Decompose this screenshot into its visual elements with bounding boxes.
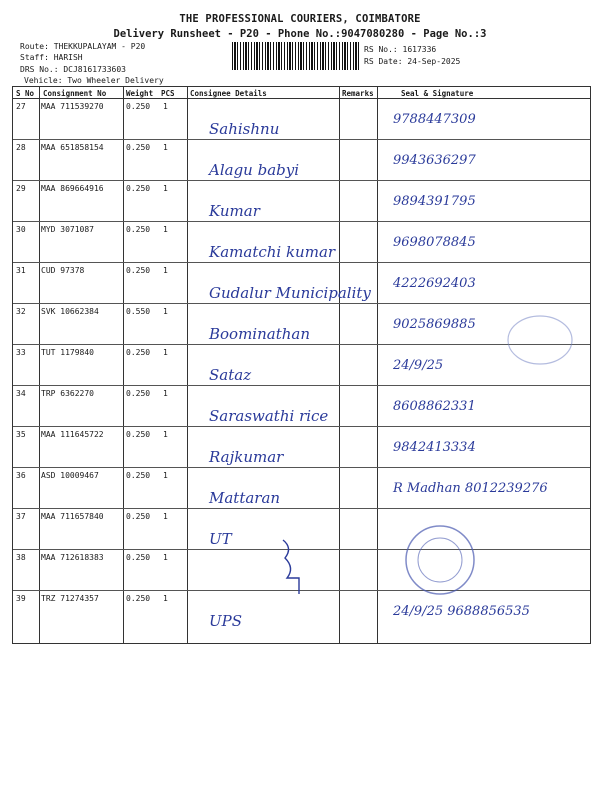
row-weight: 0.250 [126, 594, 151, 603]
company-title: THE PROFESSIONAL COURIERS, COIMBATORE [179, 13, 421, 25]
row-consignment-no: MAA 651858154 [41, 143, 104, 152]
row-signature-handwritten: R Madhan 8012239276 [393, 481, 548, 496]
row-consignment-no: TRP 6362270 [41, 389, 94, 398]
row-consignment-no: MAA 711539270 [41, 102, 104, 111]
row-divider [13, 508, 590, 509]
col-weight: Weight [126, 89, 154, 98]
route-text: Route: THEKKUPALAYAM - P20 [20, 42, 146, 51]
col-remarks: Remarks [342, 89, 374, 98]
col-consignment: Consignment No [43, 89, 107, 98]
seal-stamp-icon-2 [500, 310, 580, 370]
row-consignment-no: MAA 869664916 [41, 184, 104, 193]
row-weight: 0.250 [126, 471, 151, 480]
col-consignee: Consignee Details [190, 89, 267, 98]
row-signature-handwritten: 9943636297 [393, 153, 476, 168]
row-divider [13, 303, 590, 304]
row-divider [13, 385, 590, 386]
drs-number: DRS No.: DCJ8161733603 [20, 65, 126, 74]
row-signature-handwritten: 8608862331 [393, 399, 476, 414]
row-consignment-no: ASD 10009467 [41, 471, 99, 480]
seal-stamp-icon [400, 520, 480, 600]
row-weight: 0.250 [126, 512, 151, 521]
row-consignee-handwritten: Saraswathi rice [209, 407, 329, 425]
row-consignment-no: MAA 712618383 [41, 553, 104, 562]
row-divider [13, 262, 590, 263]
row-sno: 31 [16, 266, 26, 275]
row-pcs: 1 [163, 594, 168, 603]
rs-date: RS Date: 24-Sep-2025 [364, 57, 461, 66]
staff-text: Staff: HARISH [20, 53, 83, 62]
row-weight: 0.250 [126, 143, 151, 152]
row-consignee-handwritten: UT [209, 530, 232, 548]
row-consignee-handwritten: Mattaran [209, 489, 281, 507]
row-weight: 0.250 [126, 430, 151, 439]
row-pcs: 1 [163, 471, 168, 480]
row-sno: 35 [16, 430, 26, 439]
row-divider [13, 221, 590, 222]
row-weight: 0.250 [126, 553, 151, 562]
row-weight: 0.250 [126, 389, 151, 398]
row-signature-handwritten: 9842413334 [393, 440, 476, 455]
row-pcs: 1 [163, 553, 168, 562]
row-sno: 37 [16, 512, 26, 521]
row-pcs: 1 [163, 266, 168, 275]
row-divider [13, 180, 590, 181]
row-sno: 32 [16, 307, 26, 316]
row-signature-handwritten: 9025869885 [393, 317, 476, 332]
row-signature-handwritten: 4222692403 [393, 276, 476, 291]
row-consignee-handwritten: Kamatchi kumar [209, 243, 336, 261]
row-consignment-no: TRZ 71274357 [41, 594, 99, 603]
row-sno: 33 [16, 348, 26, 357]
runsheet-subtitle: Delivery Runsheet - P20 - Phone No.:9047080280 - Page No.:3 [113, 28, 487, 40]
row-sno: 39 [16, 594, 26, 603]
row-signature-handwritten: 24/9/25 [393, 358, 444, 373]
row-weight: 0.550 [126, 307, 151, 316]
row-signature-handwritten: 9894391795 [393, 194, 476, 209]
row-consignment-no: TUT 1179840 [41, 348, 94, 357]
barcode-image [232, 42, 360, 70]
row-sno: 34 [16, 389, 26, 398]
row-consignee-handwritten: UPS [209, 612, 243, 630]
rs-number: RS No.: 1617336 [364, 45, 437, 54]
row-consignee-handwritten: Alagu babyi [209, 161, 300, 179]
row-pcs: 1 [163, 307, 168, 316]
row-pcs: 1 [163, 430, 168, 439]
vehicle-text: Vehicle: Two Wheeler Delivery [24, 76, 164, 85]
row-pcs: 1 [163, 389, 168, 398]
row-weight: 0.250 [126, 184, 151, 193]
row-consignee-handwritten: Rajkumar [209, 448, 284, 466]
row-sno: 36 [16, 471, 26, 480]
row-consignee-handwritten: Gudalur Municipality [209, 284, 371, 302]
row-consignment-no: MAA 711657840 [41, 512, 104, 521]
row-pcs: 1 [163, 184, 168, 193]
row-consignee-handwritten: Kumar [209, 202, 260, 220]
col-sno: S No [16, 89, 35, 98]
row-divider [13, 139, 590, 140]
row-pcs: 1 [163, 225, 168, 234]
row-pcs: 1 [163, 348, 168, 357]
row-consignee-handwritten: Boominathan [209, 325, 311, 343]
col-pcs: PCS [161, 89, 175, 98]
row-consignee-handwritten: Sataz [209, 366, 252, 384]
row-pcs: 1 [163, 512, 168, 521]
row-weight: 0.250 [126, 266, 151, 275]
row-consignment-no: MAA 111645722 [41, 430, 104, 439]
col-seal-signature: Seal & Signature [401, 89, 474, 98]
row-weight: 0.250 [126, 102, 151, 111]
row-sno: 29 [16, 184, 26, 193]
row-divider [13, 467, 590, 468]
row-pcs: 1 [163, 102, 168, 111]
row-weight: 0.250 [126, 225, 151, 234]
row-sno: 30 [16, 225, 26, 234]
row-sno: 27 [16, 102, 26, 111]
row-consignment-no: MYD 3071087 [41, 225, 94, 234]
row-sno: 38 [16, 553, 26, 562]
row-pcs: 1 [163, 143, 168, 152]
row-sno: 28 [16, 143, 26, 152]
row-consignee-handwritten: Sahishnu [209, 120, 280, 138]
row-signature-handwritten: 9788447309 [393, 112, 476, 127]
row-signature-handwritten: 9698078845 [393, 235, 476, 250]
row-weight: 0.250 [126, 348, 151, 357]
row-divider [13, 426, 590, 427]
bracket-mark-icon [275, 538, 305, 598]
row-consignment-no: CUD 97378 [41, 266, 85, 275]
row-signature-handwritten: 24/9/25 9688856535 [393, 604, 530, 619]
row-consignment-no: SVK 10662384 [41, 307, 99, 316]
